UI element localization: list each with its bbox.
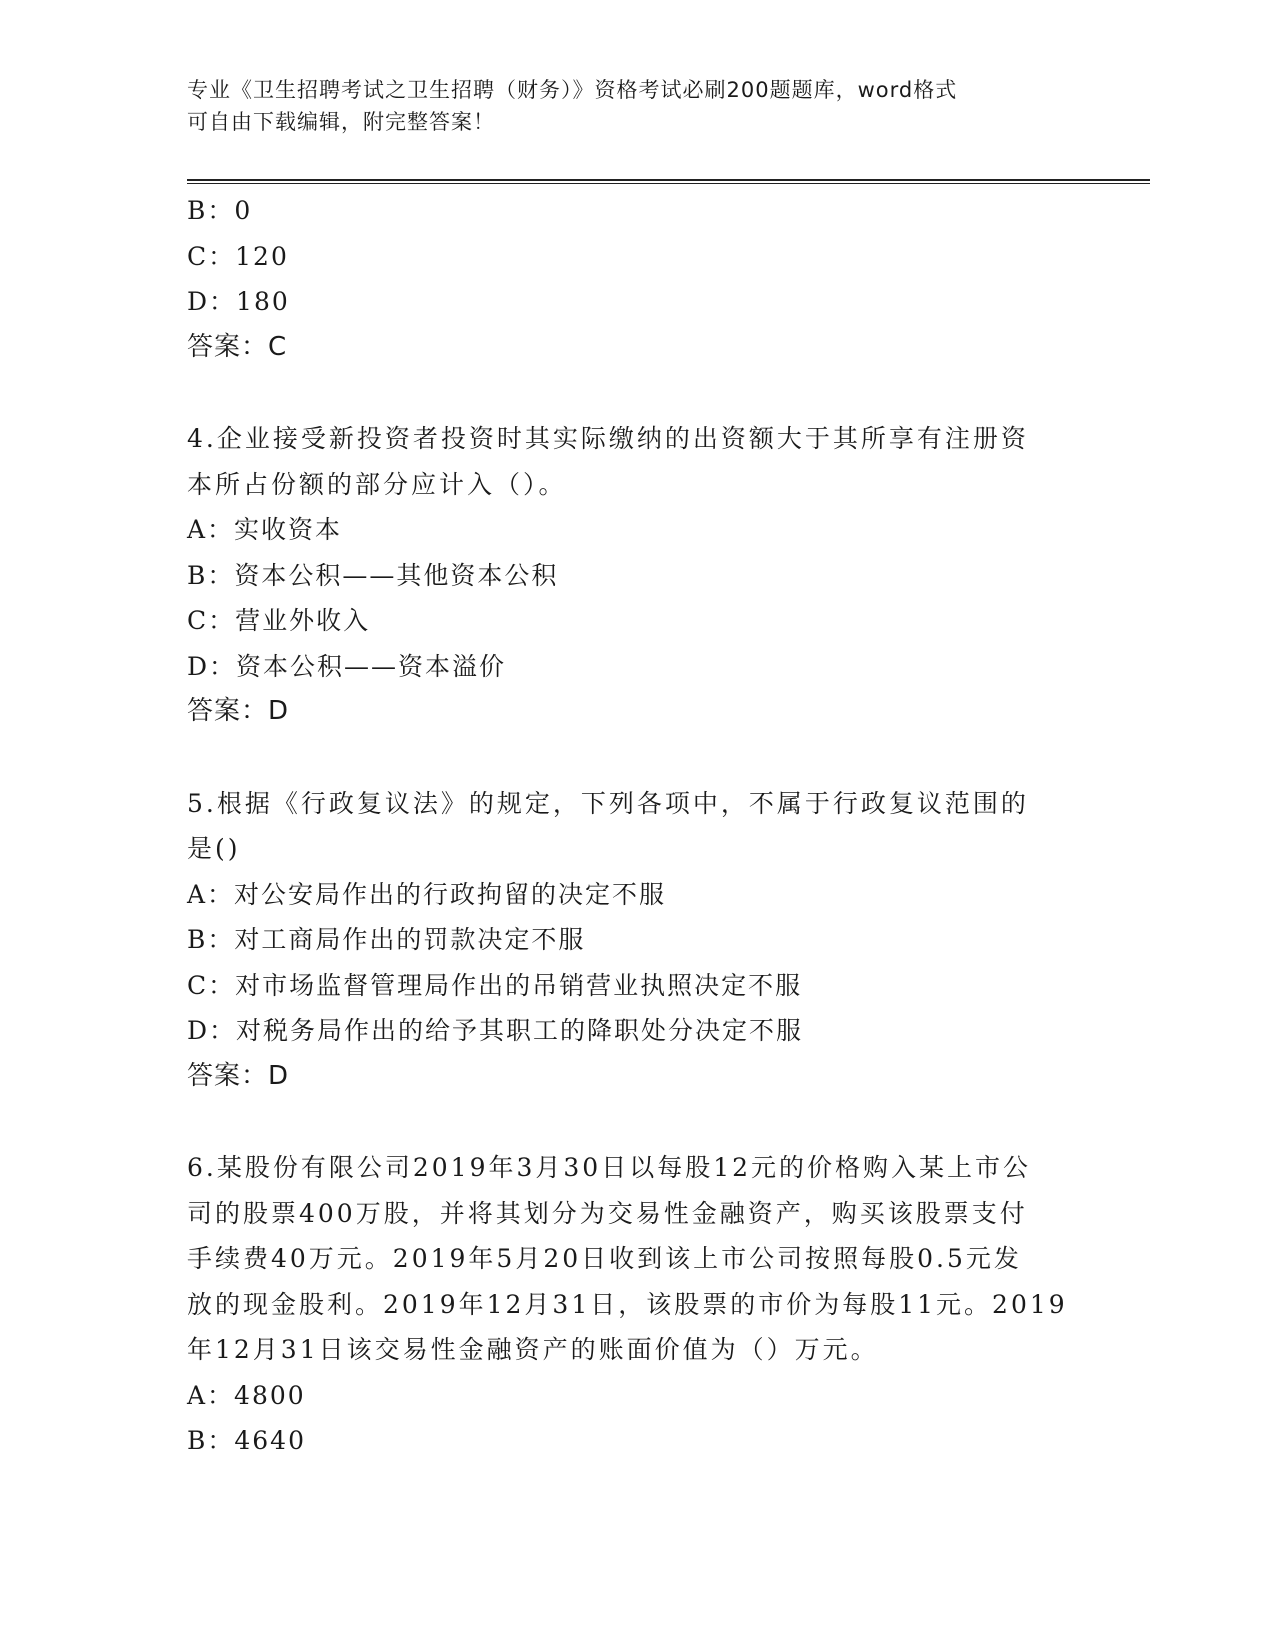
option-b: B：资本公积——其他资本公积 — [187, 560, 559, 590]
question-line: 4.企业接受新投资者投资时其实际缴纳的出资额大于其所享有注册资 — [187, 424, 1029, 453]
option-c: C：对市场监督管理局作出的吊销营业执照决定不服 — [187, 970, 803, 1000]
option-b: B：4640 — [187, 1426, 306, 1455]
question-line: 5.根据《行政复议法》的规定，下列各项中，不属于行政复议范围的 — [187, 788, 1029, 818]
option-c: C：120 — [187, 241, 289, 271]
question-line: 是() — [187, 834, 241, 863]
option-a: A：4800 — [187, 1380, 306, 1410]
question-4 — [187, 416, 1087, 735]
option-d: D：180 — [187, 287, 290, 316]
option-d: D：资本公积——资本溢价 — [187, 651, 507, 681]
question-3-tail — [187, 188, 1087, 370]
question-6 — [187, 1145, 1087, 1464]
question-line: 年12月31日该交易性金融资产的账面价值为（）万元。 — [187, 1335, 879, 1364]
question-line: 本所占份额的部分应计入（）。 — [187, 469, 567, 499]
option-d: D：对税务局作出的给予其职工的降职处分决定不服 — [187, 1016, 804, 1045]
option-b: B：对工商局作出的罚款决定不服 — [187, 925, 586, 954]
question-5 — [187, 781, 1087, 1100]
question-text — [187, 1145, 1087, 1373]
answer: 答案：D — [187, 696, 290, 726]
option-a: A：对公安局作出的行政拘留的决定不服 — [187, 879, 667, 909]
option-c: C：营业外收入 — [187, 606, 371, 635]
document-header — [187, 74, 1067, 138]
header-line-1: 专业《卫生招聘考试之卫生招聘（财务）》资格考试必刷200题题库，word格式 — [187, 78, 958, 102]
header-divider — [187, 179, 1150, 184]
question-text — [187, 416, 1087, 507]
question-line: 司的股票400万股，并将其划分为交易性金融资产，购买该股票支付 — [187, 1198, 1028, 1228]
answer: 答案：C — [187, 331, 288, 362]
header-line-2: 可自由下载编辑，附完整答案！ — [187, 110, 495, 134]
document-body — [187, 188, 1087, 1464]
question-line: 放的现金股利。2019年12月31日，该股票的市价为每股11元。2019 — [187, 1289, 1068, 1319]
question-line: 手续费40万元。2019年5月20日收到该上市公司按照每股0.5元发 — [187, 1244, 1022, 1273]
answer: 答案：D — [187, 1060, 290, 1091]
question-line: 6.某股份有限公司2019年3月30日以每股12元的价格购入某上市公 — [187, 1153, 1032, 1182]
question-text — [187, 781, 1087, 872]
option-a: A：实收资本 — [187, 515, 343, 544]
option-b: B：0 — [187, 196, 253, 225]
